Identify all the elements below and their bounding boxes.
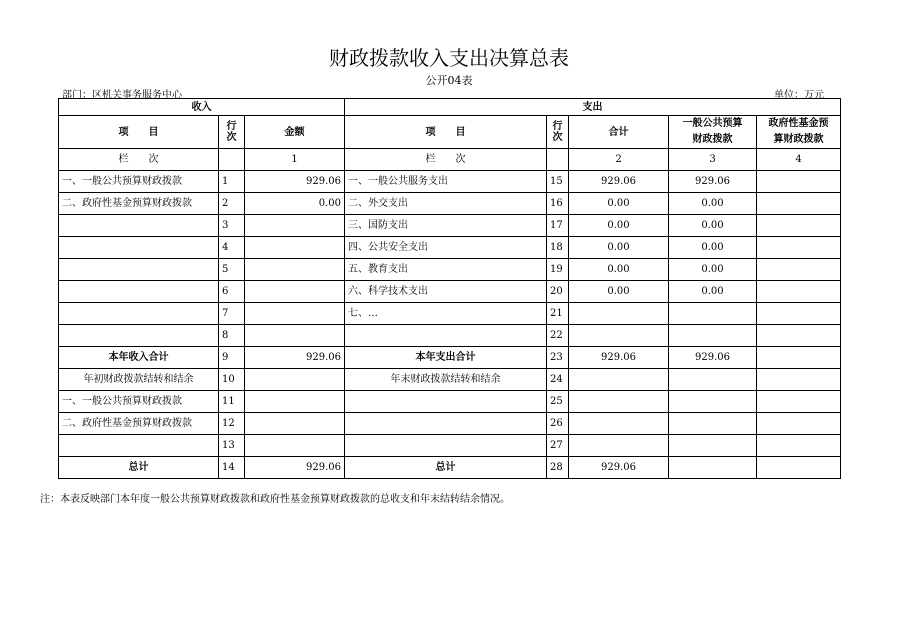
income-amount bbox=[245, 281, 345, 303]
expense-line-no: 15 bbox=[547, 171, 569, 193]
expense-general-budget: 0.00 bbox=[669, 259, 757, 281]
table-row bbox=[59, 391, 841, 413]
expense-general-budget bbox=[669, 369, 757, 391]
expense-gov-fund bbox=[757, 435, 841, 457]
expense-line-no: 20 bbox=[547, 281, 569, 303]
expense-line-no: 18 bbox=[547, 237, 569, 259]
column-number-1: 1 bbox=[245, 149, 345, 171]
expense-gov-fund bbox=[757, 369, 841, 391]
unit-label: 单位：万元 bbox=[774, 90, 824, 101]
expense-total: 0.00 bbox=[569, 193, 669, 215]
expense-gov-fund bbox=[757, 347, 841, 369]
table-row bbox=[59, 215, 841, 237]
table-row bbox=[59, 281, 841, 303]
income-amount bbox=[245, 259, 345, 281]
expense-gov-fund bbox=[757, 259, 841, 281]
expense-gov-fund bbox=[757, 303, 841, 325]
income-item bbox=[59, 325, 219, 347]
income-line-no: 6 bbox=[219, 281, 245, 303]
expense-gov-fund bbox=[757, 391, 841, 413]
income-line-no: 7 bbox=[219, 303, 245, 325]
expense-total: 929.06 bbox=[569, 457, 669, 479]
expense-total bbox=[569, 391, 669, 413]
expense-total bbox=[569, 435, 669, 457]
table-row bbox=[59, 413, 841, 435]
expense-line-no: 24 bbox=[547, 369, 569, 391]
expense-line-no: 27 bbox=[547, 435, 569, 457]
income-amount bbox=[245, 435, 345, 457]
expense-gov-fund bbox=[757, 171, 841, 193]
expense-general-budget: 0.00 bbox=[669, 215, 757, 237]
income-line-no: 4 bbox=[219, 237, 245, 259]
income-item bbox=[59, 281, 219, 303]
table-row bbox=[59, 237, 841, 259]
expense-general-budget bbox=[669, 435, 757, 457]
expense-general-budget: 0.00 bbox=[669, 237, 757, 259]
footnote: 注：本表反映部门本年度一般公共预算财政拨款和政府性基金预算财政拨款的总收支和年末结转结余情况。 bbox=[40, 494, 510, 505]
table-row bbox=[59, 369, 841, 391]
income-item: 总计 bbox=[59, 457, 219, 479]
page-title: 财政拨款收入支出决算总表 bbox=[329, 46, 569, 70]
expense-gov-fund bbox=[757, 281, 841, 303]
column-number-3: 3 bbox=[669, 149, 757, 171]
total-header: 合计 bbox=[569, 116, 669, 149]
table-row bbox=[59, 435, 841, 457]
income-amount: 929.06 bbox=[245, 457, 345, 479]
expense-general-budget: 929.06 bbox=[669, 171, 757, 193]
expense-item: 六、科学技术支出 bbox=[345, 281, 547, 303]
income-amount bbox=[245, 237, 345, 259]
income-amount: 0.00 bbox=[245, 193, 345, 215]
income-line-no: 5 bbox=[219, 259, 245, 281]
expense-item: 七、… bbox=[345, 303, 547, 325]
table-row bbox=[59, 347, 841, 369]
income-line-no: 3 bbox=[219, 215, 245, 237]
expense-item: 一、一般公共服务支出 bbox=[345, 171, 547, 193]
table-row bbox=[59, 303, 841, 325]
expense-general-budget bbox=[669, 391, 757, 413]
expense-general-budget: 929.06 bbox=[669, 347, 757, 369]
expense-total bbox=[569, 413, 669, 435]
income-item: 一、一般公共预算财政拨款 bbox=[59, 171, 219, 193]
general-budget-header: 一般公共预算 财政拨款 bbox=[669, 116, 757, 149]
income-item bbox=[59, 237, 219, 259]
expense-general-budget bbox=[669, 413, 757, 435]
expense-item bbox=[345, 391, 547, 413]
expense-gov-fund bbox=[757, 325, 841, 347]
income-item: 二、政府性基金预算财政拨款 bbox=[59, 413, 219, 435]
income-amount bbox=[245, 369, 345, 391]
income-header: 收入 bbox=[59, 99, 345, 116]
gov-fund-header: 政府性基金预 算财政拨款 bbox=[757, 116, 841, 149]
income-item: 二、政府性基金预算财政拨款 bbox=[59, 193, 219, 215]
income-line-no: 13 bbox=[219, 435, 245, 457]
form-number: 公开04表 bbox=[425, 74, 473, 87]
income-line-no: 2 bbox=[219, 193, 245, 215]
expense-line-no: 19 bbox=[547, 259, 569, 281]
expense-general-budget bbox=[669, 457, 757, 479]
amount-header: 金额 bbox=[245, 116, 345, 149]
summary-table bbox=[58, 98, 841, 479]
income-line-no: 14 bbox=[219, 457, 245, 479]
income-line-no: 1 bbox=[219, 171, 245, 193]
expense-item bbox=[345, 413, 547, 435]
column-number-2: 2 bbox=[569, 149, 669, 171]
expense-gov-fund bbox=[757, 457, 841, 479]
expense-line-no: 25 bbox=[547, 391, 569, 413]
expense-total: 0.00 bbox=[569, 259, 669, 281]
expense-total: 0.00 bbox=[569, 215, 669, 237]
expense-total: 0.00 bbox=[569, 281, 669, 303]
expense-item: 四、公共安全支出 bbox=[345, 237, 547, 259]
income-line-no: 12 bbox=[219, 413, 245, 435]
income-item bbox=[59, 435, 219, 457]
expense-line-header: 行 次 bbox=[547, 116, 569, 149]
table-row bbox=[59, 171, 841, 193]
expense-line-no: 21 bbox=[547, 303, 569, 325]
expense-total bbox=[569, 325, 669, 347]
income-amount bbox=[245, 413, 345, 435]
table-row bbox=[59, 325, 841, 347]
income-item: 年初财政拨款结转和结余 bbox=[59, 369, 219, 391]
expense-line-no: 28 bbox=[547, 457, 569, 479]
income-amount bbox=[245, 303, 345, 325]
income-amount bbox=[245, 391, 345, 413]
expense-line-no: 22 bbox=[547, 325, 569, 347]
expense-line-no: 26 bbox=[547, 413, 569, 435]
income-line-no: 8 bbox=[219, 325, 245, 347]
expense-item: 总计 bbox=[345, 457, 547, 479]
income-line-no: 10 bbox=[219, 369, 245, 391]
expense-general-budget bbox=[669, 303, 757, 325]
income-item bbox=[59, 303, 219, 325]
income-amount: 929.06 bbox=[245, 171, 345, 193]
income-amount bbox=[245, 325, 345, 347]
expense-header: 支出 bbox=[345, 99, 841, 116]
income-line-header: 行 次 bbox=[219, 116, 245, 149]
income-line-no: 11 bbox=[219, 391, 245, 413]
expense-item: 本年支出合计 bbox=[345, 347, 547, 369]
expense-item: 年末财政拨款结转和结余 bbox=[345, 369, 547, 391]
table-row bbox=[59, 259, 841, 281]
expense-item: 五、教育支出 bbox=[345, 259, 547, 281]
expense-gov-fund bbox=[757, 193, 841, 215]
expense-general-budget: 0.00 bbox=[669, 281, 757, 303]
expense-gov-fund bbox=[757, 237, 841, 259]
income-item bbox=[59, 259, 219, 281]
expense-item bbox=[345, 435, 547, 457]
expense-item: 二、外交支出 bbox=[345, 193, 547, 215]
department-label: 部门：区机关事务服务中心 bbox=[62, 90, 182, 101]
income-line-no: 9 bbox=[219, 347, 245, 369]
expense-total: 929.06 bbox=[569, 171, 669, 193]
income-amount bbox=[245, 215, 345, 237]
expense-general-budget bbox=[669, 325, 757, 347]
expense-line-no: 17 bbox=[547, 215, 569, 237]
expense-gov-fund bbox=[757, 215, 841, 237]
expense-total: 0.00 bbox=[569, 237, 669, 259]
expense-general-budget: 0.00 bbox=[669, 193, 757, 215]
expense-gov-fund bbox=[757, 413, 841, 435]
expense-item: 三、国防支出 bbox=[345, 215, 547, 237]
income-amount: 929.06 bbox=[245, 347, 345, 369]
column-number-4: 4 bbox=[757, 149, 841, 171]
income-item: 本年收入合计 bbox=[59, 347, 219, 369]
expense-total: 929.06 bbox=[569, 347, 669, 369]
expense-item bbox=[345, 325, 547, 347]
income-item: 一、一般公共预算财政拨款 bbox=[59, 391, 219, 413]
column-label-right: 栏 次 bbox=[345, 149, 547, 171]
expense-line-no: 23 bbox=[547, 347, 569, 369]
column-label-left: 栏 次 bbox=[59, 149, 219, 171]
expense-line-no: 16 bbox=[547, 193, 569, 215]
expense-total bbox=[569, 369, 669, 391]
expense-item-header: 项 目 bbox=[345, 116, 547, 149]
expense-total bbox=[569, 303, 669, 325]
table-row bbox=[59, 193, 841, 215]
income-item-header: 项 目 bbox=[59, 116, 219, 149]
table-row bbox=[59, 457, 841, 479]
income-item bbox=[59, 215, 219, 237]
